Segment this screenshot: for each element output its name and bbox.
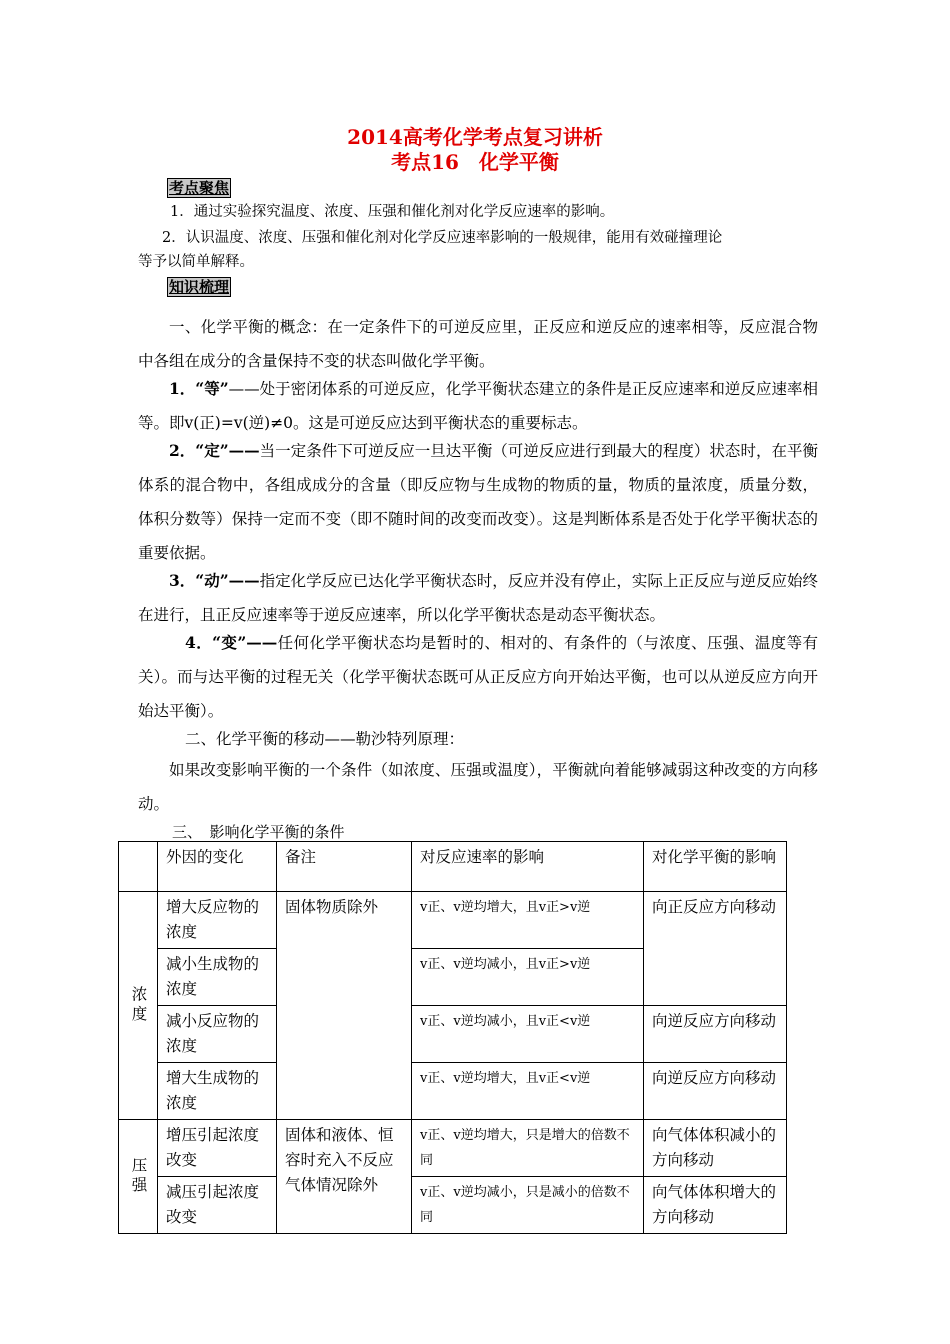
section-heading-conditions: 三、 影响化学平衡的条件 <box>172 823 345 841</box>
table-row <box>119 1063 787 1120</box>
table-group-concentration: 浓度 <box>119 892 158 1120</box>
table-header-rate: 对反应速率的影响 <box>412 842 644 892</box>
paragraph-dynamic-text: 指定化学反应已达化学平衡状态时，反应并没有停止，实际上正反应与逆反应始终在进行，且正反应速率等于逆反应速率，所以化学平衡状态是动态平衡状态。 <box>138 572 818 624</box>
paragraph-change <box>138 626 818 728</box>
paragraph-fixed-text: 当一定条件下可逆反应一旦达平衡（可逆反应进行到最大的程度）状态时，在平衡体系的混合物中，各组成成分的含量（即反应物与生成物的物质的量，物质的量浓度，质量分数，体积分数等）保持一定而不变（即不随时间的改变而改变）。这是判断体系是否处于化学平衡状态的重要依据。 <box>138 442 818 562</box>
table-cell-change: 增大反应物的浓度 <box>158 892 277 949</box>
table-row <box>119 1177 787 1234</box>
paragraph-change-text: 任何化学平衡状态均是暂时的、相对的、有条件的（与浓度、压强、温度等有关）。而与达平衡的过程无关（化学平衡状态既可从正反应方向开始达平衡，也可以从逆反应方向开始达平衡）。 <box>138 634 818 720</box>
rate-prefix: v正、v逆 <box>420 1185 474 1200</box>
rate-text: 均增大，只是增大的倍数不同 <box>420 1128 630 1168</box>
table-cell-rate <box>412 1063 644 1120</box>
table-cell-change: 减压引起浓度改变 <box>158 1177 277 1234</box>
table-cell-note-solid: 固体物质除外 <box>277 892 412 1120</box>
table-header-note: 备注 <box>277 842 412 892</box>
table-cell-change: 减小生成物的浓度 <box>158 949 277 1006</box>
paragraph-dynamic <box>138 564 818 632</box>
table-row <box>119 892 787 949</box>
paragraph-fixed-head: 2．“定”—— <box>169 441 260 460</box>
table-header-change: 外因的变化 <box>158 842 277 892</box>
conditions-table <box>118 841 787 1234</box>
table-cell-effect: 向气体体积增大的方向移动 <box>644 1177 787 1234</box>
table-cell-rate <box>412 1177 644 1234</box>
section-label-focus: 考点聚焦 <box>169 179 230 197</box>
rate-text: 均减小，且v正>v逆 <box>473 957 591 972</box>
paragraph-concept: 一、化学平衡的概念：在一定条件下的可逆反应里，正反应和逆反应的速率相等，反应混合物中各组在成分的含量保持不变的状态叫做化学平衡。 <box>138 318 818 370</box>
paragraph-equal <box>138 372 818 440</box>
table-cell-change: 增大生成物的浓度 <box>158 1063 277 1120</box>
table-header-row <box>119 842 787 892</box>
paragraph-equal-text: ——处于密闭体系的可逆反应，化学平衡状态建立的条件是正反应速率和逆反应速率相等。即v(正)=v(逆)≠0。这是可逆反应达到平衡状态的重要标志。 <box>138 380 818 432</box>
table-cell-rate <box>412 892 644 949</box>
table-group-pressure: 压强 <box>119 1120 158 1234</box>
paragraph-shift: 二、化学平衡的移动——勒沙特列原理： <box>185 730 465 748</box>
paragraph-change-head: 4．“变”—— <box>185 633 278 652</box>
table-cell-effect: 向正反应方向移动 <box>644 892 787 1006</box>
rate-prefix: v正、v逆 <box>420 957 474 972</box>
table-header-effect: 对化学平衡的影响 <box>644 842 787 892</box>
paragraph-dynamic-head: 3．“动”—— <box>169 571 260 590</box>
table-cell-effect: 向逆反应方向移动 <box>644 1006 787 1063</box>
rate-prefix: v正、v逆 <box>420 1014 474 1029</box>
table-row <box>119 1120 787 1177</box>
paragraph-equal-head: 1．“等” <box>169 379 229 398</box>
table-row <box>119 1006 787 1063</box>
section-label-knowledge: 知识梳理 <box>169 278 230 296</box>
table-cell-rate <box>412 1006 644 1063</box>
table-header-empty <box>119 842 158 892</box>
rate-text: 均增大，且v正<v逆 <box>473 1071 591 1086</box>
rate-text: 均减小，只是减小的倍数不同 <box>420 1185 630 1225</box>
focus-item-2-cont: 等予以简单解释。 <box>138 254 254 270</box>
table-cell-change: 增压引起浓度改变 <box>158 1120 277 1177</box>
table-cell-note-pressure: 固体和液体、恒容时充入不反应气体情况除外 <box>277 1120 412 1234</box>
rate-prefix: v正、v逆 <box>420 1071 474 1086</box>
table-cell-change: 减小反应物的浓度 <box>158 1006 277 1063</box>
focus-item-2: 2．认识温度、浓度、压强和催化剂对化学反应速率影响的一般规律，能用有效碰撞理论 <box>162 230 723 246</box>
table-cell-effect: 向逆反应方向移动 <box>644 1063 787 1120</box>
paragraph-le-chatelier: 如果改变影响平衡的一个条件（如浓度、压强或温度），平衡就向着能够减弱这种改变的方向移动。 <box>138 761 818 813</box>
table-cell-effect: 向气体体积减小的方向移动 <box>644 1120 787 1177</box>
document-title: 2014高考化学考点复习讲析 <box>347 125 603 149</box>
rate-prefix: v正、v逆 <box>420 1128 474 1143</box>
table-cell-rate <box>412 949 644 1006</box>
focus-item-1: 1．通过实验探究温度、浓度、压强和催化剂对化学反应速率的影响。 <box>170 204 615 220</box>
rate-text: 均减小，且v正<v逆 <box>473 1014 591 1029</box>
rate-prefix: v正、v逆 <box>420 900 474 915</box>
document-subtitle: 考点16 化学平衡 <box>391 150 559 174</box>
paragraph-fixed <box>138 434 818 570</box>
table-cell-rate <box>412 1120 644 1177</box>
rate-text: 均增大，且v正>v逆 <box>473 900 591 915</box>
